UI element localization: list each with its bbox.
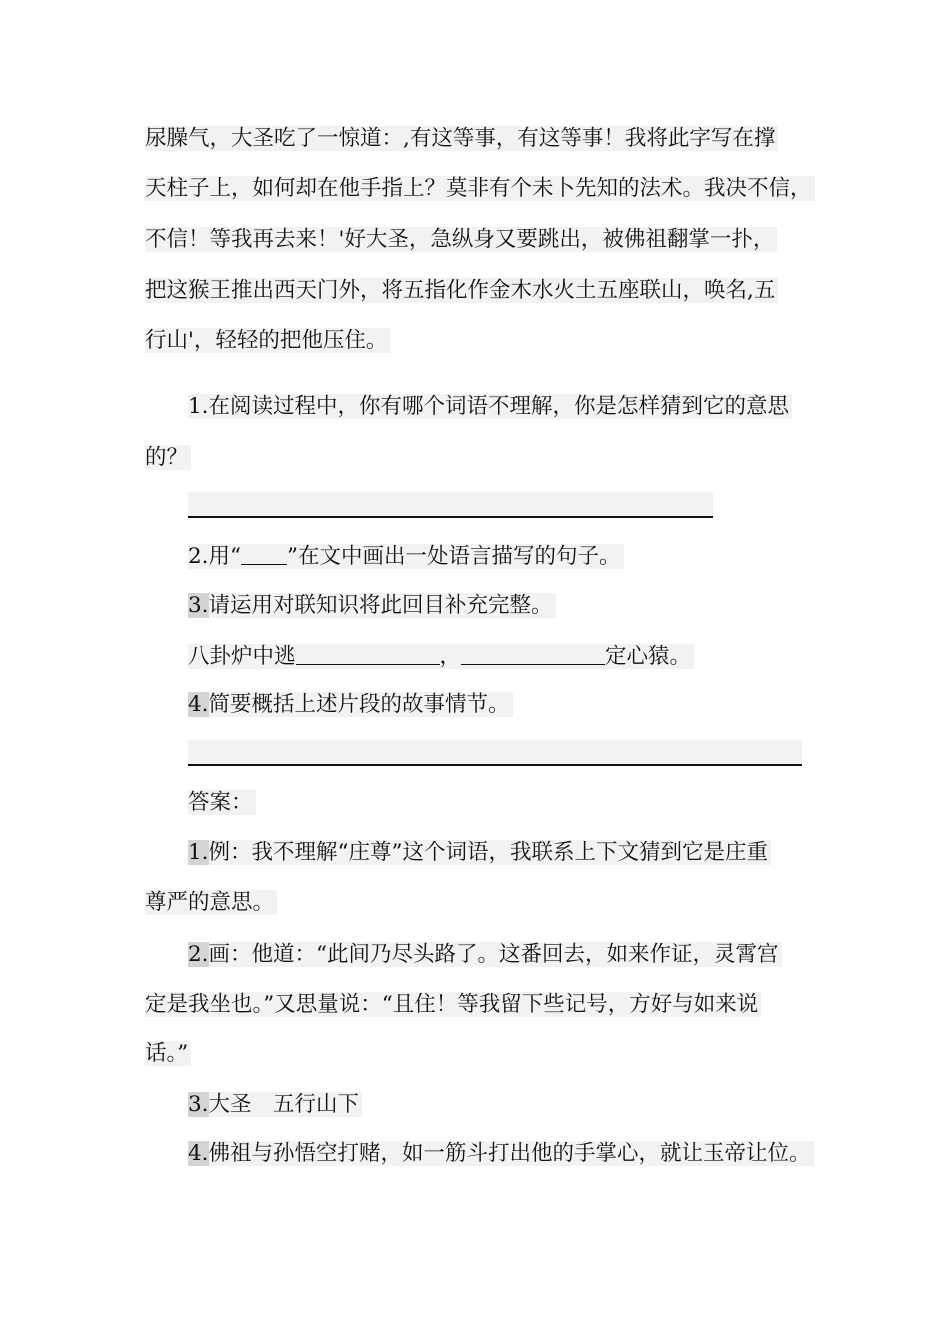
answer-1-number: 1.: [188, 840, 209, 865]
couplet-prefix: 八卦炉中逃: [188, 644, 296, 669]
answer-2-text: 画：他道：“此间乃尽头路了。这番回去，如来作证，灵霄宫: [208, 942, 779, 967]
couplet-comma: ，: [439, 644, 462, 669]
passage-text: 尿臊气，大圣吃了一惊道：,有这等事，有这等事！我将此字写在撑: [145, 126, 778, 151]
question-2: [188, 541, 624, 572]
answer-4: [188, 1138, 814, 1169]
passage-text: 把这猴王推出西天门外，将五指化作金木水火土五座联山，唤名,五: [145, 278, 778, 303]
question-text: 的？: [145, 445, 191, 470]
passage-text: 天柱子上，如何却在他手指上？莫非有个未卜先知的法术。我决不信，: [145, 176, 815, 201]
answer-2-number: 2.: [188, 942, 209, 967]
passage-line-5: [145, 325, 390, 356]
answer-4-text: 佛祖与孙悟空打赌，如一筋斗打出他的手掌心，就让玉帝让位。: [208, 1141, 811, 1166]
couplet-line: [188, 641, 694, 672]
answer-1-line-1: [188, 837, 771, 868]
couplet-blank-1[interactable]: [296, 644, 440, 665]
question-4: [188, 689, 513, 720]
question-3-text: 请运用对联知识将此回目补充完整。: [208, 593, 553, 618]
question-2-prefix: 2.用“: [188, 544, 242, 569]
question-3: [188, 590, 556, 621]
answer-blank-4[interactable]: [188, 740, 802, 766]
couplet-suffix: 定心猿。: [605, 644, 692, 669]
answer-3-number: 3.: [188, 1092, 209, 1117]
question-4-text: 简要概括上述片段的故事情节。: [208, 692, 510, 717]
answer-3: [188, 1089, 362, 1120]
answer-3-text: 大圣 五行山下: [208, 1092, 360, 1117]
passage-line-1: [145, 123, 778, 154]
passage-text: 不信！等我再去来！'好大圣，急纵身又要跳出，被佛祖翻掌一扑，: [145, 227, 777, 252]
question-1-line-2: [145, 442, 191, 473]
question-1-line-1: [188, 391, 792, 422]
answer-2-line-1: [188, 939, 782, 970]
answers-heading: [188, 787, 256, 818]
passage-line-3: [145, 224, 777, 255]
answer-2-line-3: [145, 1038, 191, 1069]
underline-sample: [241, 544, 287, 565]
question-2-suffix: ”在文中画出一处语言描写的句子。: [287, 544, 621, 569]
couplet-blank-2[interactable]: [461, 644, 605, 665]
passage-line-4: [145, 275, 778, 306]
passage-text: 行山'，轻轻的把他压住。: [145, 328, 390, 353]
answer-2-text: 定是我坐也。”又思量说：“且住！等我留下些记号，方好与如来说: [145, 992, 761, 1017]
answer-2-text: 话。”: [145, 1041, 191, 1066]
answer-1-line-2: [145, 887, 277, 918]
answer-4-number: 4.: [188, 1141, 209, 1166]
passage-line-2: [145, 173, 815, 204]
question-3-number: 3.: [188, 593, 209, 618]
answer-1-text: 尊严的意思。: [145, 890, 277, 915]
answer-1-text: 例：我不理解“庄尊”这个词语，我联系上下文猜到它是庄重: [208, 840, 769, 865]
question-text: 1.在阅读过程中，你有哪个词语不理解，你是怎样猜到它的意思: [188, 394, 792, 419]
answer-2-line-2: [145, 989, 761, 1020]
answers-heading-text: 答案：: [188, 790, 256, 815]
question-4-number: 4.: [188, 692, 209, 717]
answer-blank-1[interactable]: [188, 492, 713, 518]
